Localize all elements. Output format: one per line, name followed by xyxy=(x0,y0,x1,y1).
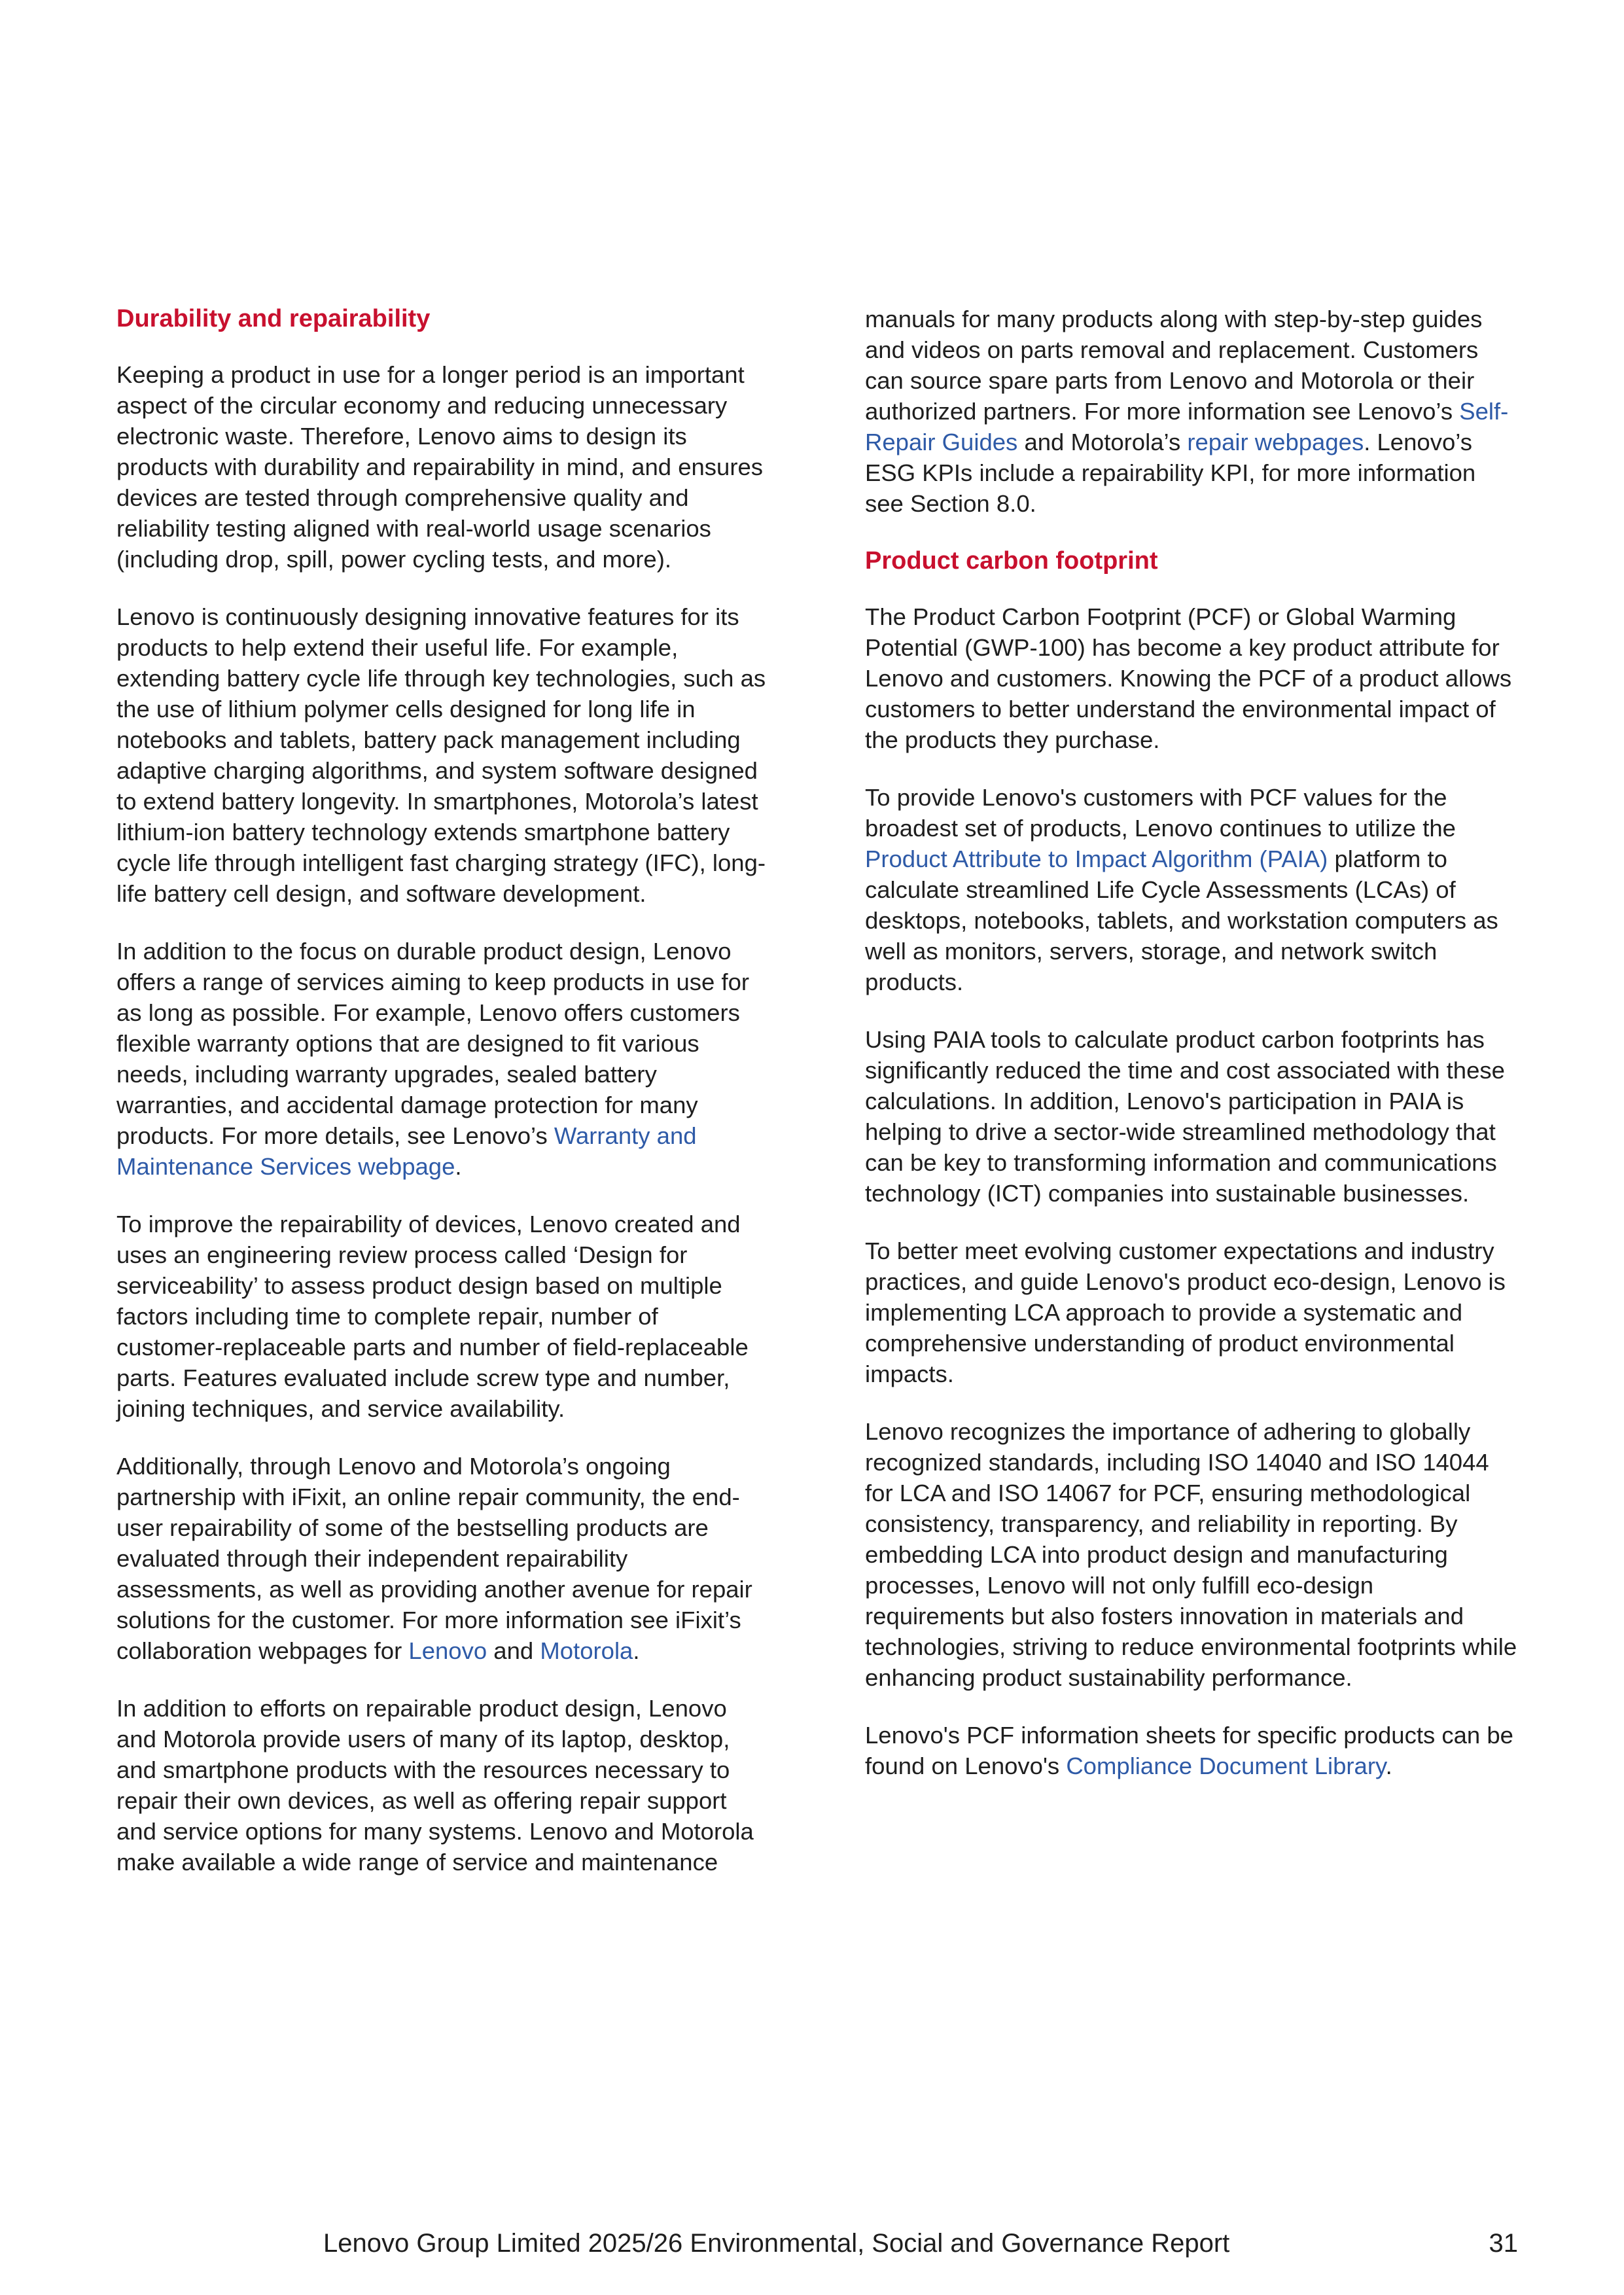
paragraph: The Product Carbon Footprint (PCF) or Global Warming Potential (GWP-100) has become a key product attribute for Lenovo and customers. Knowing the PCF of a product allows customers to better understand the environmental impact of the products they purchase. xyxy=(865,603,1512,753)
paia-link[interactable]: Product Attribute to Impact Algorithm (PAIA) xyxy=(865,845,1328,872)
page-footer xyxy=(323,2224,1518,2263)
paragraph: Lenovo recognizes the importance of adhering to globally recognized standards, including ISO 14040 and ISO 14044 for LCA and ISO 14067 for PCF, ensuring methodological consistency, transparency, and reliability in reporting. By embedding LCA into product design and manufacturing processes, Lenovo will not only fulfill eco-design requirements but also fosters innovation in materials and technologies, striving to reduce environmental footprints while enhancing product sustainability performance. xyxy=(865,1418,1517,1691)
paragraph-text: Lenovo's PCF information sheets for specific products can be found on Lenovo's xyxy=(865,1722,1513,1779)
paragraph-text: . xyxy=(455,1153,462,1180)
paragraph-text: and xyxy=(487,1637,540,1664)
report-title: Lenovo Group Limited 2025/26 Environmental, Social and Governance Report xyxy=(323,2229,1230,2258)
warranty-services-link[interactable]: Warranty and Maintenance Services webpage xyxy=(116,1122,697,1180)
paragraph: Keeping a product in use for a longer period is an important aspect of the circular economy and reducing unnecessary electronic waste. Therefore, Lenovo aims to design its products with durability and repairability in mind, and ensures devices are tested through comprehensive quality and reliability testing aligned with real-world usage scenarios (including drop, spill, power cycling tests, and more). xyxy=(116,361,764,573)
right-column xyxy=(865,304,1519,1808)
ifixit-lenovo-link[interactable]: Lenovo xyxy=(408,1637,487,1664)
paragraph-text: To provide Lenovo's customers with PCF values for the broadest set of products, Lenovo continues to utilize the xyxy=(865,784,1456,842)
paragraph-paia xyxy=(865,782,1519,997)
paragraph-text: . xyxy=(633,1637,640,1664)
paragraph-warranty xyxy=(116,936,771,1182)
paragraph: To improve the repairability of devices, Lenovo created and uses an engineering review process called ‘Design for serviceability’ to assess product design based on multiple factors including time to complete repair, number of customer-replaceable parts and number of field-replaceable parts. Features evaluated include screw type and number, joining techniques, and service availability. xyxy=(116,1211,749,1422)
ifixit-motorola-link[interactable]: Motorola xyxy=(540,1637,633,1664)
paragraph-compliance xyxy=(865,1720,1519,1781)
paragraph: To better meet evolving customer expectations and industry practices, and guide Lenovo's product eco-design, Lenovo is implementing LCA approach to provide a systematic and comprehensive understanding of product environmental impacts. xyxy=(865,1237,1506,1387)
paragraph-text: In addition to the focus on durable product design, Lenovo offers a range of services aiming to keep products in use for as long as possible. For example, Lenovo offers customers flexible warranty options that are designed to fit various needs, including warranty upgrades, sealed battery warranties, and accidental damage protection for many products. For more details, see Lenovo’s xyxy=(116,938,750,1149)
paragraph-text: and Motorola’s xyxy=(1017,429,1188,455)
self-repair-guides-link[interactable]: Self-Repair Guides xyxy=(865,398,1509,455)
paragraph-text: Additionally, through Lenovo and Motorola’s ongoing partnership with iFixit, an online repair community, the end-user repairability of some of the bestselling products are evaluated through their independent repairability assessments, as well as providing another avenue for repair solutions for the customer. For more information see iFixit’s collaboration webpages for xyxy=(116,1453,752,1664)
paragraph-ifixit xyxy=(116,1451,771,1666)
paragraph-self-repair xyxy=(865,304,1519,519)
section-heading-durability: Durability and repairability xyxy=(116,305,431,332)
paragraph: Using PAIA tools to calculate product carbon footprints has significantly reduced the time and cost associated with these calculations. In addition, Lenovo's participation in PAIA is helping to drive a sector-wide streamlined methodology that can be key to transforming information and communications technology (ICT) companies into sustainable businesses. xyxy=(865,1026,1505,1207)
repair-webpages-link[interactable]: repair webpages xyxy=(1187,429,1364,455)
paragraph-text: platform to calculate streamlined Life Cycle Assessments (LCAs) of desktops, notebooks, tablets, and workstation computers as well as monitors, servers, storage, and network switch products. xyxy=(865,845,1498,995)
paragraph: In addition to efforts on repairable product design, Lenovo and Motorola provide users of many of its laptop, desktop, and smartphone products with the resources necessary to repair their own devices, as well as offering repair support and service options for many systems. Lenovo and Motorola make available a wide range of service and maintenance xyxy=(116,1695,754,1876)
left-column xyxy=(116,304,771,1904)
paragraph-text: manuals for many products along with step-by-step guides and videos on parts removal and replacement. Customers can source spare parts from Lenovo and Motorola or their authorized partners. For more information see Lenovo’s xyxy=(865,306,1483,425)
section-heading-carbon-footprint: Product carbon footprint xyxy=(865,547,1158,575)
paragraph-text: . xyxy=(1385,1752,1392,1779)
paragraph-text: . Lenovo’s ESG KPIs include a repairability KPI, for more information see Section 8.0. xyxy=(865,429,1476,517)
compliance-library-link[interactable]: Compliance Document Library xyxy=(1066,1752,1386,1779)
paragraph: Lenovo is continuously designing innovative features for its products to help extend their useful life. For example, extending battery cycle life through key technologies, such as the use of lithium polymer cells designed for long life in notebooks and tablets, battery pack management including adaptive charging algorithms, and system software designed to extend battery longevity. In smartphones, Motorola’s latest lithium-ion battery technology extends smartphone battery cycle life through intelligent fast charging strategy (IFC), long-life battery cell design, and software development. xyxy=(116,603,766,907)
page-number: 31 xyxy=(1489,2229,1518,2258)
